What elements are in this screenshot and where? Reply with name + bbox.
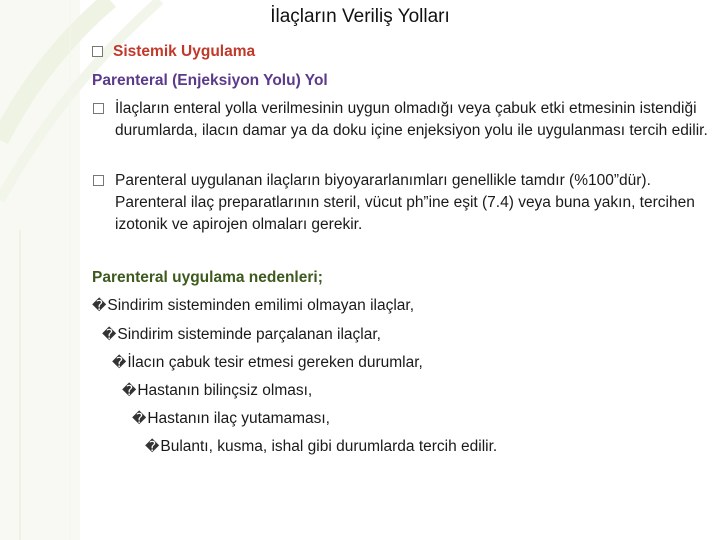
reason-text: İlacın çabuk tesir etmesi gereken durumlar, (127, 354, 423, 371)
paragraph-1-text: İlaçların enteral yolla verilmesinin uygun olmadığı veya çabuk etki etmesinin istendiği durumlarda, ilacın damar ya da doku içine enjeksiyon yolu ile uygulanması tercih edilir. (115, 100, 708, 139)
paragraph-2-text: Parenteral uygulanan ilaçların biyoyararlanımları genellikle tamdır (%100”dür). Parenteral ilaç preparatlarının steril, vücut ph”ine eşit (7.4) veya buna yakın, tercihen izotonik ve apirojen olmaları gerekir. (115, 172, 695, 233)
reason-item (92, 295, 414, 317)
reason-text: Bulantı, kusma, ishal gibi durumlarda tercih edilir. (160, 438, 498, 455)
reason-item (145, 436, 497, 458)
reason-item (112, 352, 423, 374)
reason-item (102, 324, 381, 346)
missing-glyph-icon: � (102, 327, 117, 343)
reason-text: Hastanın ilaç yutamaması, (147, 410, 330, 427)
reason-text: Sindirim sisteminden emilimi olmayan ilaçlar, (107, 297, 415, 314)
missing-glyph-icon: � (122, 383, 137, 399)
heading-sistemik (92, 41, 255, 63)
reason-item (132, 408, 330, 430)
square-bullet-icon (93, 103, 104, 114)
slide-title: İlaçların Veriliş Yolları (270, 6, 450, 27)
missing-glyph-icon: � (145, 439, 160, 455)
reason-item (122, 380, 312, 402)
missing-glyph-icon: � (112, 355, 127, 371)
missing-glyph-icon: � (132, 411, 147, 427)
reason-text: Hastanın bilinçsiz olması, (137, 382, 313, 399)
reasons-heading: Parenteral uygulama nedenleri; (92, 269, 323, 286)
square-bullet-icon (92, 46, 103, 57)
heading-red-text: Sistemik Uygulama (113, 43, 256, 60)
paragraph-2 (115, 170, 705, 236)
missing-glyph-icon: � (92, 298, 107, 314)
reason-text: Sindirim sisteminde parçalanan ilaçlar, (117, 326, 381, 343)
square-bullet-icon (93, 175, 104, 186)
paragraph-1 (115, 98, 710, 142)
heading-parenteral: Parenteral (Enjeksiyon Yolu) Yol (92, 72, 328, 89)
